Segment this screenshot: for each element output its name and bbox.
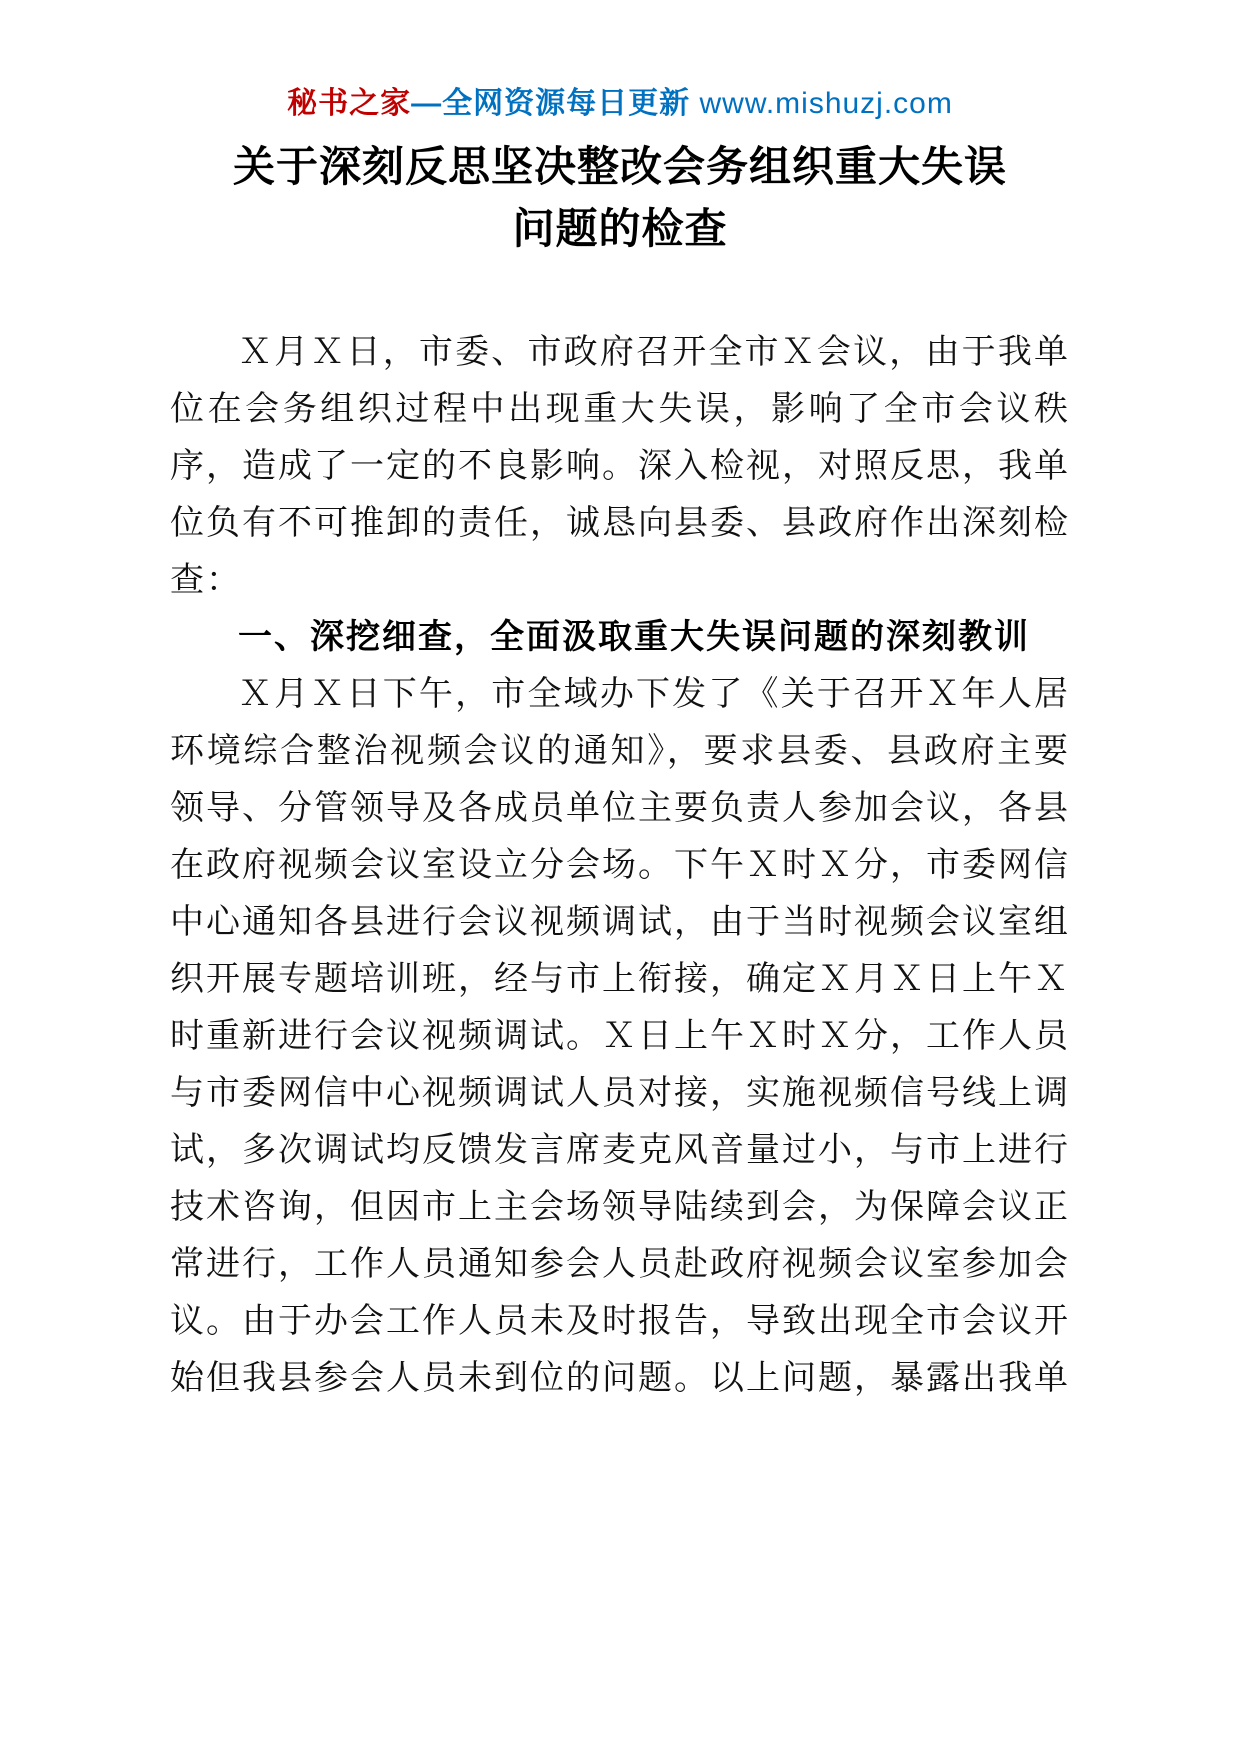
document-body (170, 324, 1070, 1407)
document-title-line-1: 关于深刻反思坚决整改会务组织重大失误 (232, 143, 1007, 190)
section-heading: 一、深挖细查，全面汲取重大失误问题的深刻教训 (238, 618, 1030, 656)
site-url-link[interactable]: www.mishuzj.com (699, 87, 953, 120)
site-header (170, 78, 1070, 122)
document-title (170, 136, 1070, 260)
paragraph-section-one: Ｘ月Ｘ日下午，市全域办下发了《关于召开Ｘ年人居环境综合整治视频会议的通知》，要求县委、县政府主要领导、分管领导及各成员单位主要负责人参加会议，各县在政府视频会议室设立分会场。下午Ｘ时Ｘ分，市委网信中心通知各县进行会议视频调试，由于当时视频会议室组织开展专题培训班，经与市上衔接，确定Ｘ月Ｘ日上午Ｘ时重新进行会议视频调试。Ｘ日上午Ｘ时Ｘ分，工作人员与市委网信中心视频调试人员对接，实施视频信号线上调试，多次调试均反馈发言席麦克风音量过小，与市上进行技术咨询，但因市上主会场领导陆续到会，为保障会议正常进行，工作人员通知参会人员赴政府视频会议室参加会议。由于办会工作人员未及时报告，导致出现全市会议开始但我县参会人员未到位的问题。以上问题，暴露出我单 (170, 675, 1070, 1397)
document-title-line-2: 问题的检查 (512, 205, 728, 252)
paragraph-intro: Ｘ月Ｘ日，市委、市政府召开全市Ｘ会议，由于我单位在会务组织过程中出现重大失误，影响了全市会议秩序，造成了一定的不良影响。深入检视，对照反思，我单位负有不可推卸的责任，诚恳向县委、县政府作出深刻检查： (170, 333, 1070, 599)
brand-name: 秘书之家 (287, 87, 412, 120)
header-tagline: —全网资源每日更新 (411, 87, 700, 120)
